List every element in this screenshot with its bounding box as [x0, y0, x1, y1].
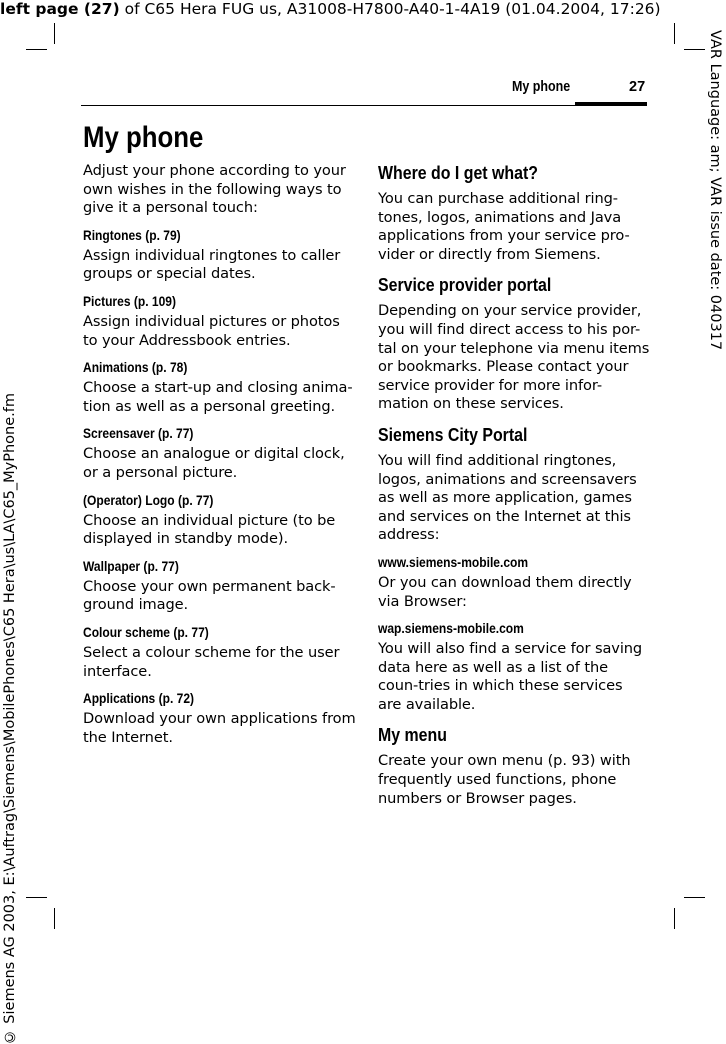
side-note-var-language: VAR Language: am; VAR issue date: 040317 — [707, 30, 723, 351]
crop-mark — [684, 49, 705, 50]
crop-mark — [674, 908, 675, 929]
item-title-colour-scheme: Colour scheme (p. 77) — [83, 623, 209, 640]
crop-mark — [54, 23, 55, 44]
running-header-title: My phone — [512, 79, 571, 95]
print-header — [0, 0, 661, 19]
item-title-ringtones: Ringtones (p. 79) — [83, 226, 181, 243]
section-title-city-portal: Siemens City Portal — [378, 423, 528, 445]
section-text-where: You can purchase additional ring-tones, logos, animations and Java applications from your service pro-vider or directly from Siemens. — [378, 190, 630, 263]
item-text-screensaver: Choose an analogue or digital clock, or a personal picture. — [83, 445, 345, 481]
crop-mark — [26, 49, 47, 50]
crop-mark — [674, 23, 675, 44]
item-text-wallpaper: Choose your own permanent back-ground image. — [83, 577, 336, 614]
section-title-where: Where do I get what? — [378, 162, 538, 183]
item-text-ringtones: Assign individual ringtones to caller groups or special dates. — [83, 246, 341, 283]
item-title-screensaver: Screensaver (p. 77) — [83, 425, 194, 442]
side-note-copyright-path: © Siemens AG 2003, E:\Auftrag\Siemens\MobilePhones\C65 Hera\us\LA\C65_MyPhone.fm — [2, 393, 18, 1044]
saving-service-text: You will also find a service for saving data here as well as a list of the coun-tries in which these services are available. — [378, 640, 643, 713]
web-url-link[interactable]: www.siemens-mobile.com — [378, 553, 529, 570]
header-rule-accent — [575, 102, 647, 106]
crop-mark — [26, 897, 47, 898]
item-title-pictures: Pictures (p. 109) — [83, 292, 177, 309]
wap-intro-text: Or you can download them directly via Browser: — [378, 573, 632, 610]
print-header-details: of C65 Hera FUG us, A31008-H7800-A40-1-4A19 (01.04.2004, 17:26) — [119, 0, 661, 18]
item-text-operator-logo: Choose an individual picture (to be displayed in standby mode). — [83, 511, 336, 548]
section-text-city-portal: You will find additional ringtones, logos, animations and screensavers as well as more application, games and services on the Internet at this address: — [378, 451, 637, 544]
right-column — [378, 162, 650, 808]
crop-mark — [54, 908, 55, 929]
crop-mark — [684, 897, 705, 898]
item-text-pictures: Assign individual pictures or photos to your Addressbook entries. — [83, 312, 340, 349]
section-title-my-menu: My menu — [378, 724, 447, 746]
page-title: My phone — [83, 121, 204, 154]
section-text-my-menu: Create your own menu (p. 93) with frequently used functions, phone numbers or Browser pages. — [378, 752, 631, 807]
item-title-wallpaper: Wallpaper (p. 77) — [83, 557, 179, 574]
page-number: 27 — [629, 79, 646, 95]
item-title-operator-logo: (Operator) Logo (p. 77) — [83, 491, 214, 508]
print-header-page: left page (27) — [0, 0, 120, 18]
section-title-provider-portal: Service provider portal — [378, 274, 552, 296]
intro-paragraph: Adjust your phone according to your own wishes in the following ways to give it a personal touch: — [83, 162, 346, 217]
section-text-provider-portal: Depending on your service provider, you will find direct access to his por-tal on your telephone via menu items or bookmarks. Please contact your service provider for more infor-mation on these services. — [378, 302, 650, 413]
item-text-animations: Choose a start-up and closing anima-tion as well as a personal greeting. — [83, 379, 353, 415]
item-text-applications: Download your own applications from the Internet. — [83, 710, 356, 746]
left-column — [83, 162, 358, 747]
item-text-colour-scheme: Select a colour scheme for the user interface. — [83, 643, 340, 680]
item-title-applications: Applications (p. 72) — [83, 690, 195, 707]
item-title-animations: Animations (p. 78) — [83, 359, 188, 376]
wap-url-link[interactable]: wap.siemens-mobile.com — [378, 620, 524, 637]
header-rule — [81, 105, 647, 106]
